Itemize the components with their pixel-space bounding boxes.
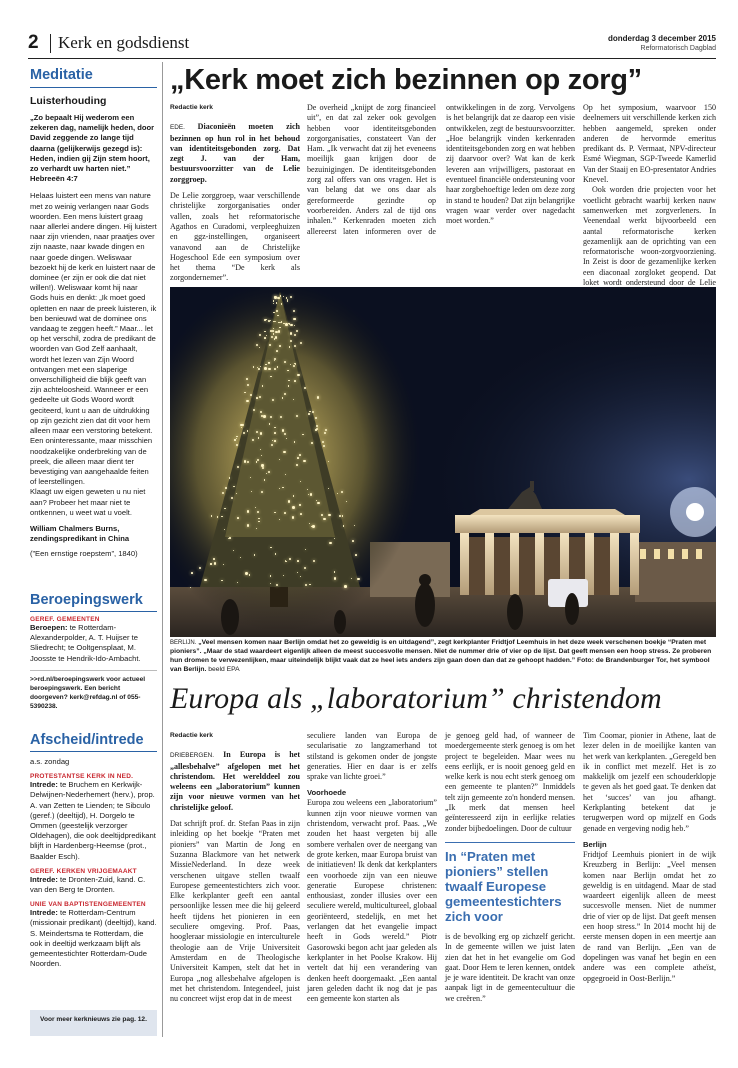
afscheid-group-3-label: Intrede:	[30, 908, 58, 918]
afscheid-day: a.s. zondag	[30, 757, 70, 766]
article1-dateline: EDE.	[170, 124, 185, 132]
beroepingswerk-heading: Beroepingswerk	[30, 592, 143, 608]
article2-subhead-voorhoede: Voorhoede	[307, 788, 347, 798]
article2-subhead-berlijn: Berlijn	[583, 839, 607, 849]
photo-caption	[170, 639, 716, 675]
afscheid-group-1-category: PROTESTANTSE KERK IN NED.	[30, 773, 134, 781]
meditatie-quote: „Zo bepaalt Hij wederom een zekeren dag, namelijk heden, door David zeggende zo lange tijd daarna (gelijkerwijs gezegd is): Heden, indien gij Zijn stem hoort, zo verhardt uw harten niet.”	[30, 113, 155, 174]
article2-col3b: is de bevolking erg op zichzelf gericht. In de gemeente willen we juist laten zien dat het in het evangelie om God gaat. Door Hem te leren kennen, ontdek je je ware identiteit. De kracht van onze aanpak ligt in de gemeentecultuur die we creëren.”	[445, 931, 575, 1003]
article2-byline: Redactie kerk	[170, 732, 213, 739]
caption-credit: beeld EPA	[208, 665, 240, 673]
article1-col1: De Lelie zorggroep, waar verschillende christelijke zorgorganisaties onder vallen, zoals het reformatorische Agathos en Curadomi, verpleeghuizen en ggz-instellingen, organiseert vanavond aan de Christelijke Hogeschool Ede een symposium over het thema “De kerk als zorgondernemer”.	[170, 191, 300, 283]
article2-col3a: je genoeg geld had, of wanneer de moedergemeente sterk genoeg is om het project te begeleiden. Maar wees nu eens eerlijk, er is nooit genoeg geld en welke kerk is nou echt sterk genoeg om een gemeente te planten?” Inmiddels telt zijn gemeente zo'n honderd mensen. „Ik merk dat mensen heel geïnteresseerd zijn in eerlijke relaties zonder bijbedoelingen. Door de cultuur	[445, 731, 575, 833]
afscheid-group-3-text: te Rotterdam-Centrum (missionair predikant) (deeltijd), kand. S. Meindertsma te Rotterdam, die ook in deeltijd werkzaam blijft als gemeentestichter Rotterdam-Oude Noorden.	[30, 908, 157, 969]
brandenburger-tor-photo	[170, 287, 716, 637]
article1-col4b: Ook worden drie projecten voor het voetlicht gebracht waarbij kerken nauw samenwerken met zorgverleners. In Veenendaal werkt bijvoorbeeld een aantal reformatorische kerken gezamenlijk aan de oprichting van een reformatorische woon-zorgvoorziening. In Zeist is door de gezamenlijke kerken een diaconaal zorgloket geopend. Dat loket wordt ondersteund door de Lelie	[583, 185, 716, 288]
meditatie-heading: Meditatie	[30, 67, 93, 83]
beroepingswerk-text: te Rotterdam-Alexanderpolder, A. T. Huijser te Sliedrecht; te Ooltgensplaat, M. Joosste te Hendrik-Ido-Ambacht.	[30, 623, 141, 663]
meditatie-source: (”Een ernstige roepstem”, 1840)	[30, 549, 138, 559]
article1-headline: „Kerk moet zich bezinnen op zorg”	[170, 64, 642, 96]
caption-place: BERLIJN.	[170, 640, 197, 646]
page-header	[28, 30, 716, 60]
article1-byline: Redactie kerk	[170, 104, 213, 111]
afscheid-group-2-text: te Dronten-Zuid, kand. C. van den Berg te Dronten.	[30, 874, 146, 895]
article2-col2a: seculiere landen van Europa de secularisatie zo langzamerhand tot stilstand is gekomen onder de jongste generaties. Hier en daar is er zelfs sprake van lichte groei.”	[307, 731, 437, 782]
article2-headline: Europa als „laboratorium” christendom	[170, 682, 662, 715]
beroepingswerk-section	[30, 592, 157, 711]
sidebar-divider	[162, 62, 163, 1037]
afscheid-group-2-category: GEREF. KERKEN VRIJGEMAAKT	[30, 867, 137, 875]
afscheid-group-1-text: te Bruchem en Kerkwijk-Delwijnen-Nederhemert (herv.), prop. A. van Zetten te Lienden; te Sibculo (geref.) (deeltijd), H. Dorgelo te Ommen (geestelijk verzorger Oldehagen), die ook deeltijdpredikant blijft in Hardenberg-Heemse (prot., Baalder Esch).	[30, 780, 156, 861]
article2-col1: Dat schrijft prof. dr. Stefan Paas in zijn inleiding op het boekje “Praten met pioniers” van Martin de Jong en Suzanna Blackmore van het netwerk MissieNederland. In deze week verschenen uitgave stellen twaalf Europese gemeentestichters zich voor. Elke kerkplanter geeft een aantal persoonlijke lessen mee die hij geleerd heeft tijdens het pionieren in een seculiere omgeving. Prof. Paas, hoogleraar missiologie en interculturele theologie aan de Vrije Universiteit Amsterdam en de Theologische Universiteit Kampen, stelt dat het in Europa „nog allesbehalve afgelopen is met het christendom. Integendeel, juist nu concreet wijst erop dat in de meest	[170, 819, 300, 1004]
article1-lead: Diaconieën moeten zich bezinnen op hun rol in het behoud van identiteitsgebonden zorg. Dat zegt J. van der Ham, bestuursvoorzitter van de Lelie zorggroep.	[170, 122, 300, 184]
article1-col4a: Op het symposium, waarvoor 150 deelnemers uit verschillende kerken zich hebben aangemeld, spreken onder anderen de hervormde emeritus predikant ds. P. Vermaat, NPV-directeur Esmé Wiegman, SGP-Tweede Kamerlid Van der Staaij en EO-presentator Andries Knevel.	[583, 103, 716, 185]
section-title: Kerk en godsdienst	[58, 33, 190, 52]
beroepingswerk-link[interactable]: >>rd.nl/beroepingswerk voor actueel beroepingswerk. Een bericht doorgeven? kerk@refdag.nl of 055-5390238.	[30, 675, 146, 710]
header-rule	[28, 58, 716, 59]
article2-pullquote: In “Praten met pioniers” stellen twaalf Europese gemeentestichters zich voor	[445, 848, 562, 924]
afscheid-group-2-label: Intrede:	[30, 874, 58, 884]
meditatie-title: Luisterhouding	[30, 95, 107, 107]
article2-lead: In Europa is het „allesbehalve” afgelopen met het christendom. Het werelddeel zou weleens een „laboratorium” kunnen zijn voor nieuwe vormen van het christelijke geloof.	[170, 750, 301, 812]
afscheid-section	[30, 732, 157, 969]
header-date: donderdag 3 december 2015	[607, 34, 716, 43]
beroepingswerk-category: GEREF. GEMEENTEN	[30, 616, 100, 623]
meditatie-body2: Klaagt uw eigen geweten u nu niet aan? Probeer het maar niet te ontkennen, u weet wat u voelt.	[30, 487, 146, 517]
kerknieuws-note[interactable]: Voor meer kerknieuws zie pag. 12.	[40, 1016, 147, 1023]
article1-col2: De overheid „knijpt de zorg financieel uit”, en dat zal zeker ook gevolgen hebben voor identiteitsgebonden zorgorganisaties, constateert Van der Ham. „Ik verwacht dat zij het eveneens moeilijk gaan krijgen door de bezuinigingen. De identiteitsgebonden zorg zal offers van ons vragen. Het is van belang dat we ons daar als gereformeerde gezindte op voorbereiden. Anders zal de tijd ons inhalen.” Kerkenraden moeten zich allereerst laten informeren over de ontwikkelingen in de zorg. Vervolgens is het belangrijk dat ze daarop een visie ontwikkelen, zegt de bestuursvoorzitter. „Hoe belangrijk vinden kerkenraden identiteitsgebonden zorg en wat hebben zij daarvoor over? Wat kan de kerk leveren aan vrijwilligers, pastoraat en eventueel financiële ondersteuning voor haar zorgbehoeftige leden om deze zorg in stand te houden? Dat zijn belangrijke vragen waar verder over nagedacht moet worden.”	[307, 103, 575, 236]
meditatie-author-role: zendingspredikant in China	[30, 534, 130, 544]
meditatie-section	[30, 62, 157, 560]
afscheid-heading: Afscheid/intrede	[30, 732, 144, 748]
article2-dateline: DRIEBERGEN.	[170, 752, 215, 760]
meditatie-body: Helaas luistert een mens van nature met zo weinig verlangen naar Gods woorden. Een mens luistert graag naar allerlei andere dingen. Hij luistert naar zijn vrienden, naar praatjes over zijn naaste, naar kwade dingen en naar goede dingen. Weliswaar bezoekt hij de kerk en luistert naar de dominee (er zijn er ook die dat niet willen!). Weliswaar komt hij naar Gods huis en denkt: „Ik moet goed opletten en naar de preek luisteren, ik ben benieuwd wat de dominee ons vandaag te zeggen heeft.” Maar... let op het verschil, zodra de predikant de woorden van God Zelf aanhaalt, wordt het lezen van Zijn Woord ontvangen met een slaperige onverschilligheid die blijk geeft van zijn achteloosheid. Wanneer er een gedeelte uit Gods Woord wordt geciteerd, kunt u aan de uitdrukking op zijn gezicht zien dat dit voor hem alleen maar een verstoring betekent. Een oninteressante, maar misschien noodzakelijke onderbreking van de preek, die alleen maar dient ter bevestiging van aangehaalde feiten of leerstellingen.	[30, 191, 157, 487]
article2-col4a: Tim Coomar, pionier in Athene, laat de lezer delen in de moeilijke kanten van het werk van kerkplanten. „Geregeld ben ik in conflict met mezelf. Het is zo makkelijk om jezelf een schouderklopje te geven als het goed gaat. Te denken dat het ‘succes’ van jou afhangt. Kerkplanting betekent dat je terugwerpen word op mijzelf en Gods genade en vergeving nodig heb.”	[583, 731, 716, 833]
article2-col2b: Europa zou weleens een „laboratorium” kunnen zijn voor nieuwe vormen van christendom, verwacht prof. Paas. „We zouden het haast vergeten bij alle sombere verhalen over de neergang van de grote kerken, maar Europa bruist van de initiatieven! Ik denk dat kerkplanters een voorhoede zijn van een nieuwe generatie Europese christenen: enthousiast, zonder illusies over een seculiere wereld, multicultureel, globaal georiënteerd, stedelijk, en met het verlangen dat het evangelie impact heeft in Gods wereld.” Piotr Gasorowski begon acht jaar geleden als kerkplanter in het Poolse Krakow. Hij vertelt dat hij een verandering van denken heeft doorgemaakt. „Een aantal jaren geleden dacht ik nog dat je pas een gemeente kon starten als	[307, 798, 437, 1004]
header-divider	[50, 34, 51, 53]
tree-lights	[170, 287, 716, 637]
afscheid-group-3-category: UNIE VAN BAPTISTENGEMEENTEN	[30, 901, 146, 909]
page-number: 2	[28, 32, 39, 53]
caption-text: „Veel mensen komen naar Berlijn omdat het zo geweldig is en uitdagend”, zegt kerkplanter Fridtjof Leemhuis in het deze week verschenen boekje “Praten met pioniers”. „Maar de stad waardeert eigenlijk alleen de meest succesvolle mensen. Niet de nummer drie of vier op de lijst. Dat geeft mensen een hoop stress. Ze proberen hun dromen te verwezenlijken, maar uiteindelijk blijkt vaak dat ze heel iets anders zijn gaan doen dan dat ze gehoopt hadden.” Foto: de Brandenburger Tor, het symbool van Berlijn.	[170, 639, 712, 673]
kerknieuws-box	[30, 1010, 157, 1036]
meditatie-quote-ref: Hebreeën 4:7	[30, 174, 78, 184]
meditatie-author: William Chalmers Burns,	[30, 523, 120, 533]
beroepingswerk-label: Beroepen:	[30, 623, 68, 632]
afscheid-group-1-label: Intrede:	[30, 780, 58, 790]
article2-col4b: Fridtjof Leemhuis pioniert in de wijk Kreuzberg in Berlijn: „Veel mensen komen naar Berlijn omdat het zo geweldig is en uitdagend. Maar de stad waardeert eigenlijk alleen de meest succesvolle mensen. Niet de nummer drie of vier op de lijst. Dat geeft mensen een hoop stress.” In 2014 mocht hij de eerste mensen dopen in een meertje aan de rand van Berlijn. „Een van de dopelingen was vanaf het begin en een andere was een complete atheïst, opgegroeid in Oost-Berlijn.”	[583, 849, 716, 983]
header-paper: Reformatorisch Dagblad	[640, 45, 716, 52]
